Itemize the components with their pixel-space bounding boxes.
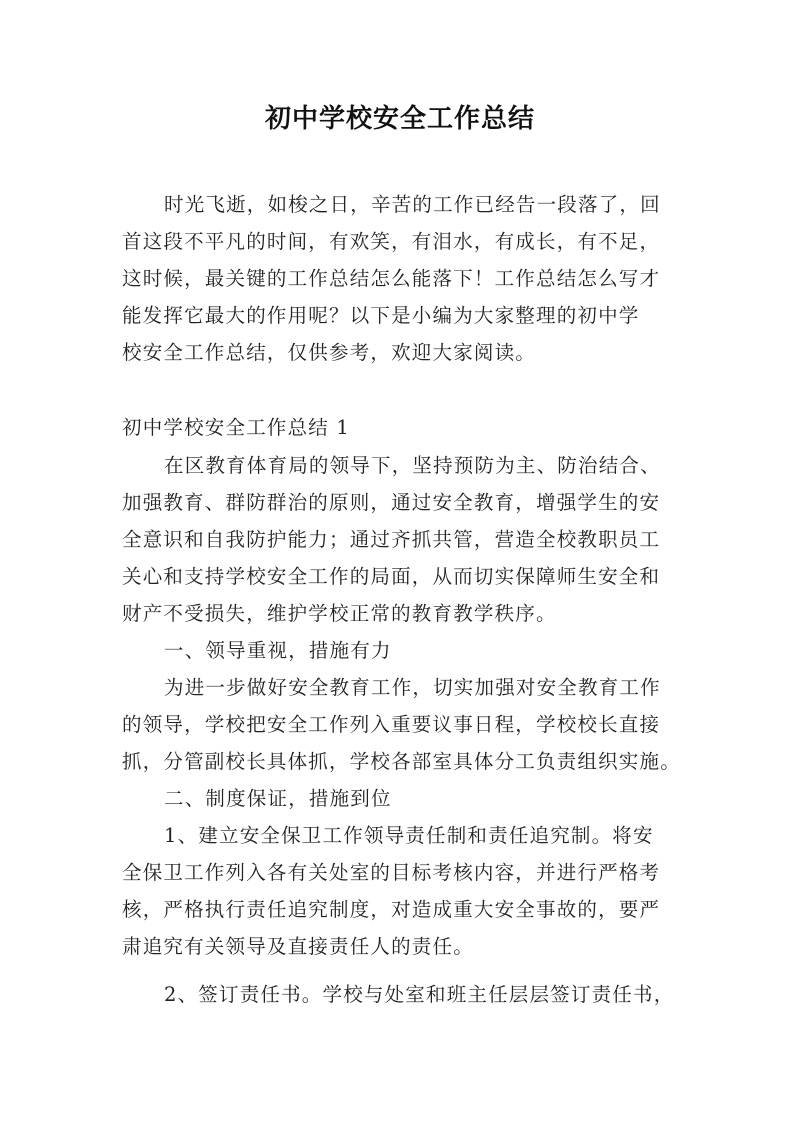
text-line: 关心和支持学校安全工作的局面，从而切实保障师生安全和: [122, 565, 661, 588]
text-line: 首这段不平凡的时间，有欢笑，有泪水，有成长，有不足，: [122, 230, 661, 253]
text-line: 加强教育、群防群治的原则，通过安全教育，增强学生的安: [122, 491, 661, 514]
text-line: 时光飞逝，如梭之日，辛苦的工作已经告一段落了，回: [164, 193, 661, 216]
text-line: 这时候，最关键的工作总结怎么能落下！工作总结怎么写才: [122, 267, 661, 290]
text-line: 全保卫工作列入各有关处室的目标考核内容，并进行严格考: [122, 861, 661, 884]
text-line: 为进一步做好安全教育工作，切实加强对安全教育工作: [164, 676, 661, 699]
text-line: 核，严格执行责任追究制度，对造成重大安全事故的，要严: [122, 898, 661, 921]
text-line: 1、建立安全保卫工作领导责任制和责任追究制。将安: [164, 824, 654, 847]
text-line: 的领导，学校把安全工作列入重要议事日程，学校校长直接: [122, 713, 661, 736]
text-line: 肃追究有关领导及直接责任人的责任。: [122, 935, 474, 958]
section-heading: 初中学校安全工作总结 1: [122, 416, 351, 439]
subheading: 二、制度保证，措施到位: [164, 787, 392, 810]
text-line: 2、签订责任书。学校与处室和班主任层层签订责任书，: [164, 983, 675, 1006]
text-line: 财产不受损失，维护学校正常的教育教学秩序。: [122, 602, 557, 625]
document-title: 初中学校安全工作总结: [264, 104, 535, 134]
text-line: 抓，分管副校长具体抓，学校各部室具体分工负责组织实施。: [122, 750, 681, 773]
text-line: 能发挥它最大的作用呢？以下是小编为大家整理的初中学: [122, 304, 640, 327]
text-line: 校安全工作总结，仅供参考，欢迎大家阅读。: [122, 341, 537, 364]
text-line: 全意识和自我防护能力；通过齐抓共管，营造全校教职员工: [122, 528, 661, 551]
subheading: 一、领导重视，措施有力: [164, 639, 392, 662]
text-line: 在区教育体育局的领导下，坚持预防为主、防治结合、: [164, 454, 661, 477]
